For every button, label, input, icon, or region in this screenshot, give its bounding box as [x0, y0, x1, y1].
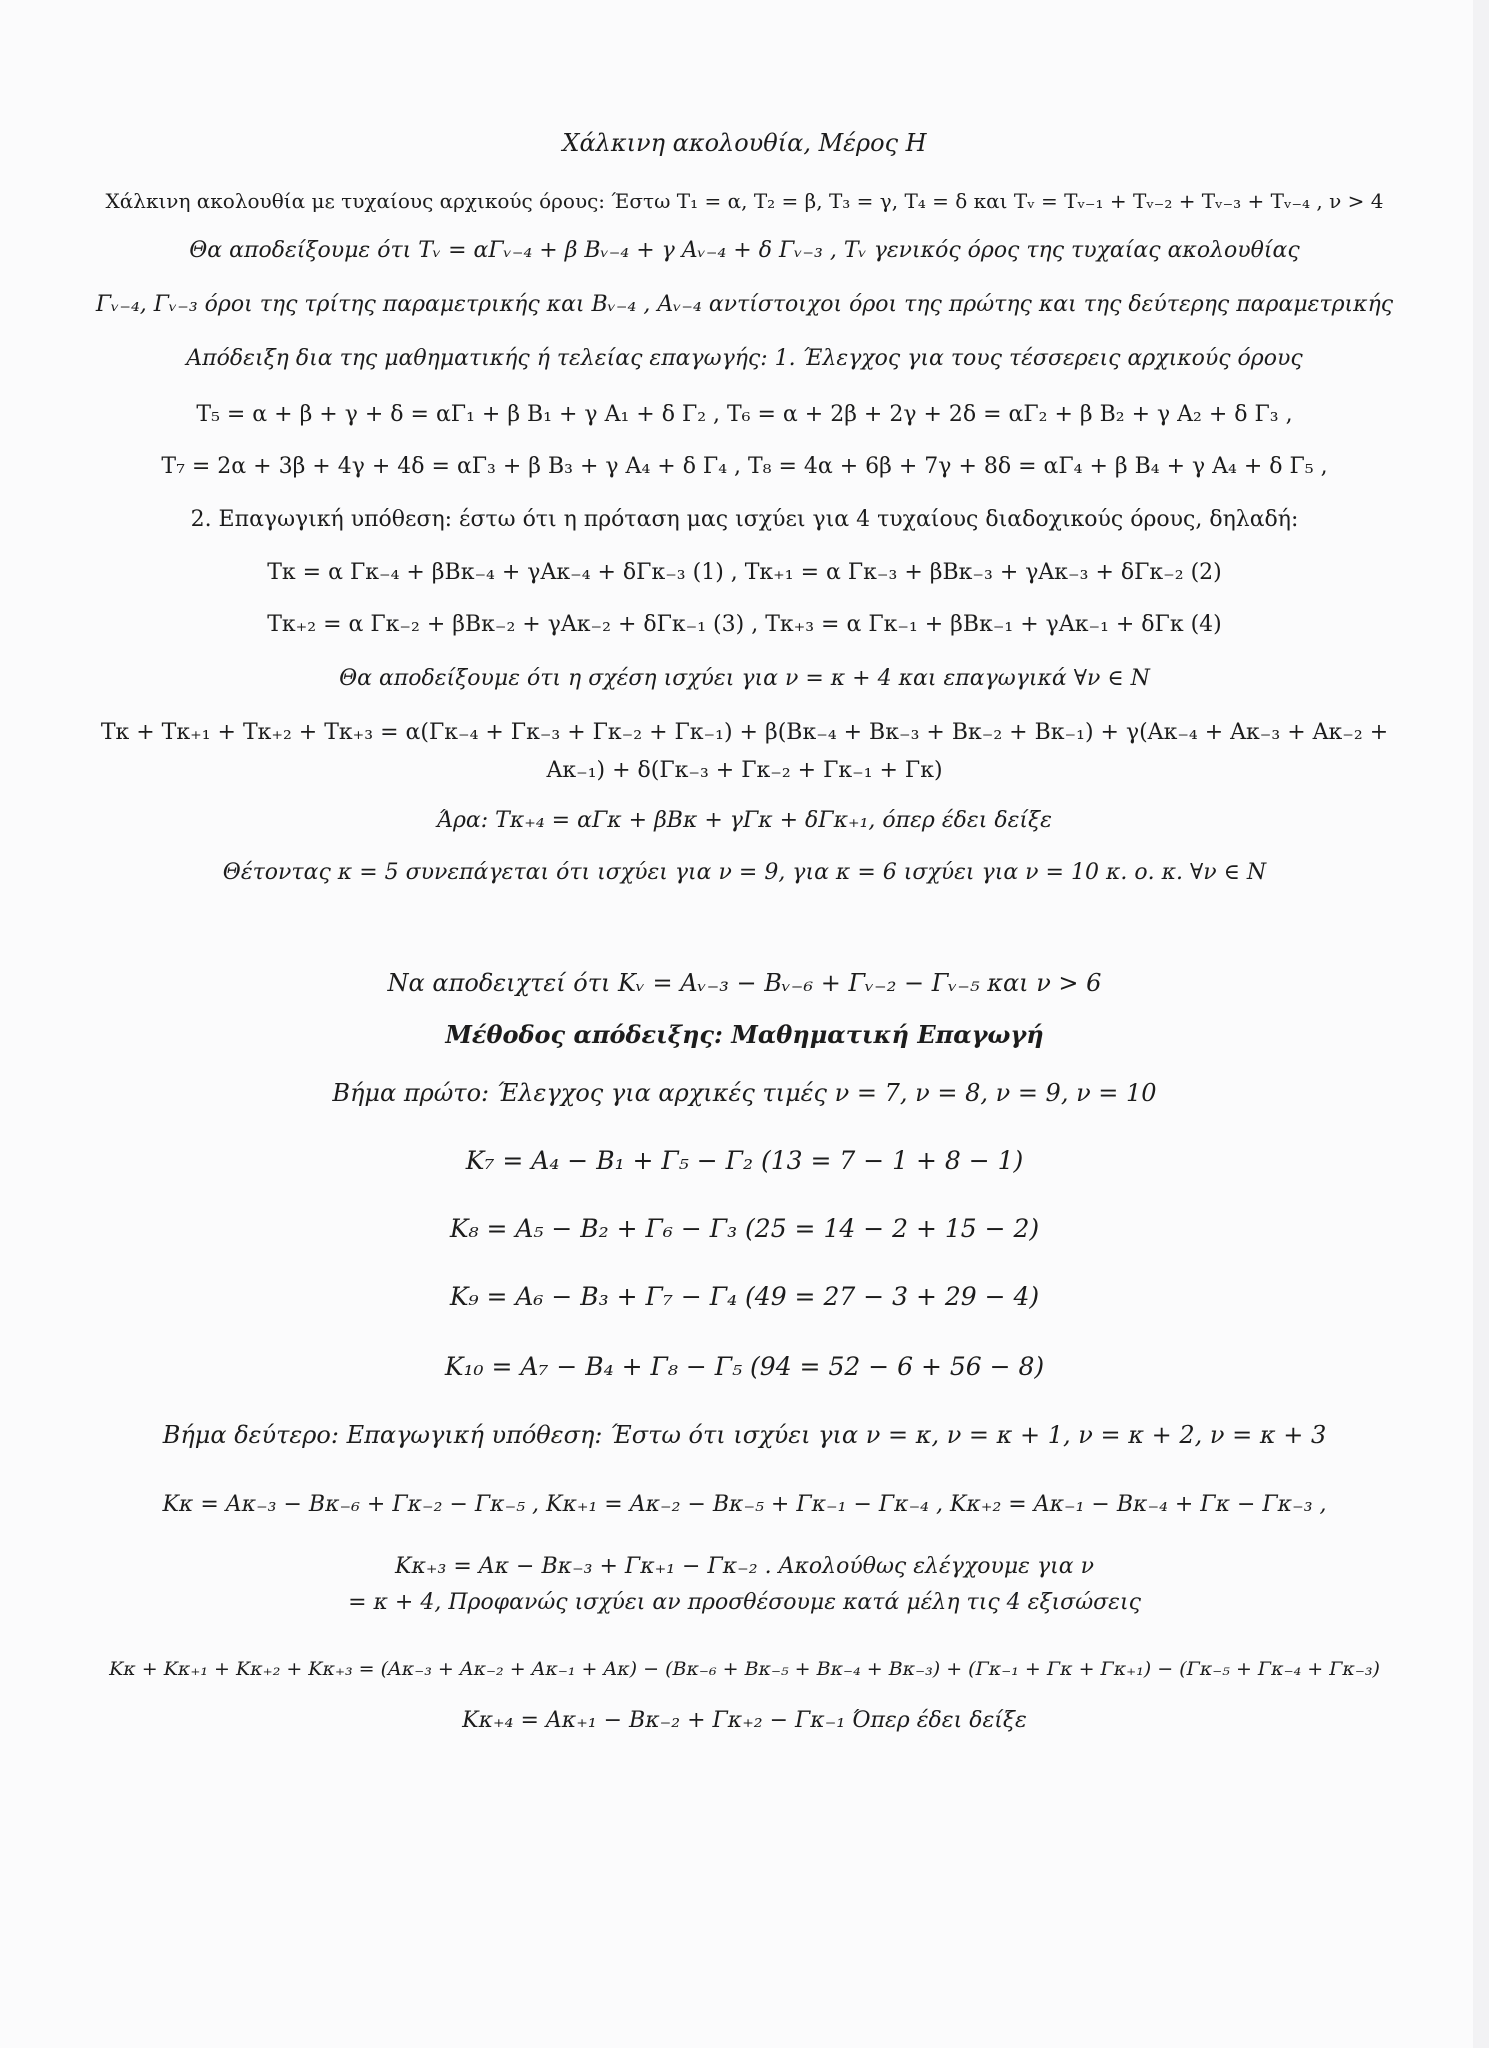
document-title: Χάλκινη ακολουθία, Μέρος Η	[562, 129, 927, 157]
conclusion-line: Άρα: Tκ₊₄ = αΓκ + βBκ + γΓκ + δΓκ₊₁, όπερ έδει δείξε	[437, 808, 1052, 833]
hypothesis-k-line-2: Kκ₊₃ = Aκ − Bκ₋₃ + Γκ₊₁ − Γκ₋₂ . Ακολούθως ελέγχουμε για ν	[395, 1554, 1094, 1579]
hypothesis-equations-2: Tκ₊₂ = α Γκ₋₂ + βBκ₋₂ + γAκ₋₂ + δΓκ₋₁ (3) , Tκ₊₃ = α Γκ₋₁ + βBκ₋₁ + γAκ₋₁ + δΓκ (4)	[267, 612, 1222, 637]
k7-check: K₇ = A₄ − B₁ + Γ₅ − Γ₂ (13 = 7 − 1 + 8 − 1)	[465, 1146, 1024, 1175]
page-edge	[1473, 0, 1489, 2048]
terms-line: Γᵥ₋₄, Γᵥ₋₃ όροι της τρίτης παραμετρικής και Bᵥ₋₄ , Aᵥ₋₄ αντίστοιχοι όροι της πρώτης και της δεύτερης παραμετρικής	[95, 292, 1394, 317]
k-result-line: Kκ₊₄ = Aκ₊₁ − Bκ₋₂ + Γκ₊₂ − Γκ₋₁ Όπερ έδει δείξε	[462, 1708, 1027, 1733]
hypothesis-k-line: Kκ = Aκ₋₃ − Bκ₋₆ + Γκ₋₂ − Γκ₋₅ , Kκ₊₁ = Aκ₋₂ − Bκ₋₅ + Γκ₋₁ − Γκ₋₄ , Kκ₊₂ = Aκ₋₁ − Bκ₋₄ + Γκ − Γκ₋₃ ,	[162, 1492, 1327, 1517]
claim-line: Θα αποδείξουμε ότι Tᵥ = αΓᵥ₋₄ + β Bᵥ₋₄ + γ Aᵥ₋₄ + δ Γᵥ₋₃ , Tᵥ γενικός όρος της τυχαίας ακολουθίας	[189, 238, 1300, 263]
step-one-line: Βήμα πρώτο: Έλεγχος για αρχικές τιμές ν = 7, ν = 8, ν = 9, ν = 10	[332, 1079, 1157, 1107]
intro-definition: Χάλκινη ακολουθία με τυχαίους αρχικούς όρους: Έστω T₁ = α, T₂ = β, T₃ = γ, T₄ = δ και Tᵥ = Tᵥ₋₁ + Tᵥ₋₂ + Tᵥ₋₃ + Tᵥ₋₄ , ν > 4	[105, 189, 1384, 213]
initial-check-2: T₇ = 2α + 3β + 4γ + 4δ = αΓ₃ + β B₃ + γ A₄ + δ Γ₄ , T₈ = 4α + 6β + 7γ + 8δ = αΓ₄ + β B₄ + γ A₄ + δ Γ₅ ,	[161, 454, 1328, 479]
hypothesis-equations-1: Tκ = α Γκ₋₄ + βBκ₋₄ + γAκ₋₄ + δΓκ₋₃ (1) , Tκ₊₁ = α Γκ₋₃ + βBκ₋₃ + γAκ₋₃ + δΓκ₋₂ (2)	[267, 560, 1222, 585]
hypothesis-k-line-3: = κ + 4, Προφανώς ισχύει αν προσθέσουμε κατά μέλη τις 4 εξισώσεις	[348, 1590, 1141, 1615]
proof-intro: Απόδειξη δια της μαθηματικής ή τελείας επαγωγής: 1. Έλεγχος για τους τέσσερεις αρχικούς όρους	[186, 346, 1303, 371]
inductive-hypothesis: 2. Επαγωγική υπόθεση: έστω ότι η πρόταση μας ισχύει για 4 τυχαίους διαδοχικούς όρους, δηλαδή:	[190, 507, 1299, 532]
sum-line-2: Aκ₋₁) + δ(Γκ₋₃ + Γκ₋₂ + Γκ₋₁ + Γκ)	[546, 758, 943, 783]
setting-line: Θέτοντας κ = 5 συνεπάγεται ότι ισχύει για ν = 9, για κ = 6 ισχύει για ν = 10 κ. ο. κ. ∀ν ∈ N	[222, 860, 1267, 885]
k10-check: K₁₀ = A₇ − B₄ + Γ₈ − Γ₅ (94 = 52 − 6 + 56 − 8)	[444, 1352, 1045, 1381]
statement-line: Να αποδειχτεί ότι Kᵥ = Aᵥ₋₃ − Bᵥ₋₆ + Γᵥ₋₂ − Γᵥ₋₅ και ν > 6	[387, 969, 1102, 997]
k9-check: K₉ = A₆ − B₃ + Γ₇ − Γ₄ (49 = 27 − 3 + 29 − 4)	[449, 1282, 1040, 1311]
k-sum-line: Kκ + Kκ₊₁ + Kκ₊₂ + Kκ₊₃ = (Aκ₋₃ + Aκ₋₂ + Aκ₋₁ + Aκ) − (Bκ₋₆ + Bκ₋₅ + Bκ₋₄ + Bκ₋₃) + (Γκ₋₁ + Γκ + Γκ₊₁) − (Γκ₋₅ + Γκ₋₄ + Γκ₋₃)	[109, 1658, 1380, 1680]
sum-line-1: Tκ + Tκ₊₁ + Tκ₊₂ + Tκ₊₃ = α(Γκ₋₄ + Γκ₋₃ + Γκ₋₂ + Γκ₋₁) + β(Bκ₋₄ + Bκ₋₃ + Bκ₋₂ + Bκ₋₁) + γ(Aκ₋₄ + Aκ₋₃ + Aκ₋₂ +	[100, 720, 1389, 745]
k8-check: K₈ = A₅ − B₂ + Γ₆ − Γ₃ (25 = 14 − 2 + 15 − 2)	[449, 1214, 1040, 1243]
initial-check-1: T₅ = α + β + γ + δ = αΓ₁ + β B₁ + γ A₁ + δ Γ₂ , T₆ = α + 2β + 2γ + 2δ = αΓ₂ + β B₂ + γ A₂ + δ Γ₃ ,	[196, 402, 1293, 427]
step-two-line: Βήμα δεύτερο: Επαγωγική υπόθεση: Έστω ότι ισχύει για ν = κ, ν = κ + 1, ν = κ + 2, ν = κ + 3	[162, 1421, 1327, 1449]
goal-line: Θα αποδείξουμε ότι η σχέση ισχύει για ν = κ + 4 και επαγωγικά ∀ν ∈ N	[339, 666, 1150, 691]
method-line: Μέθοδος απόδειξης: Μαθηματική Επαγωγή	[445, 1020, 1044, 1049]
